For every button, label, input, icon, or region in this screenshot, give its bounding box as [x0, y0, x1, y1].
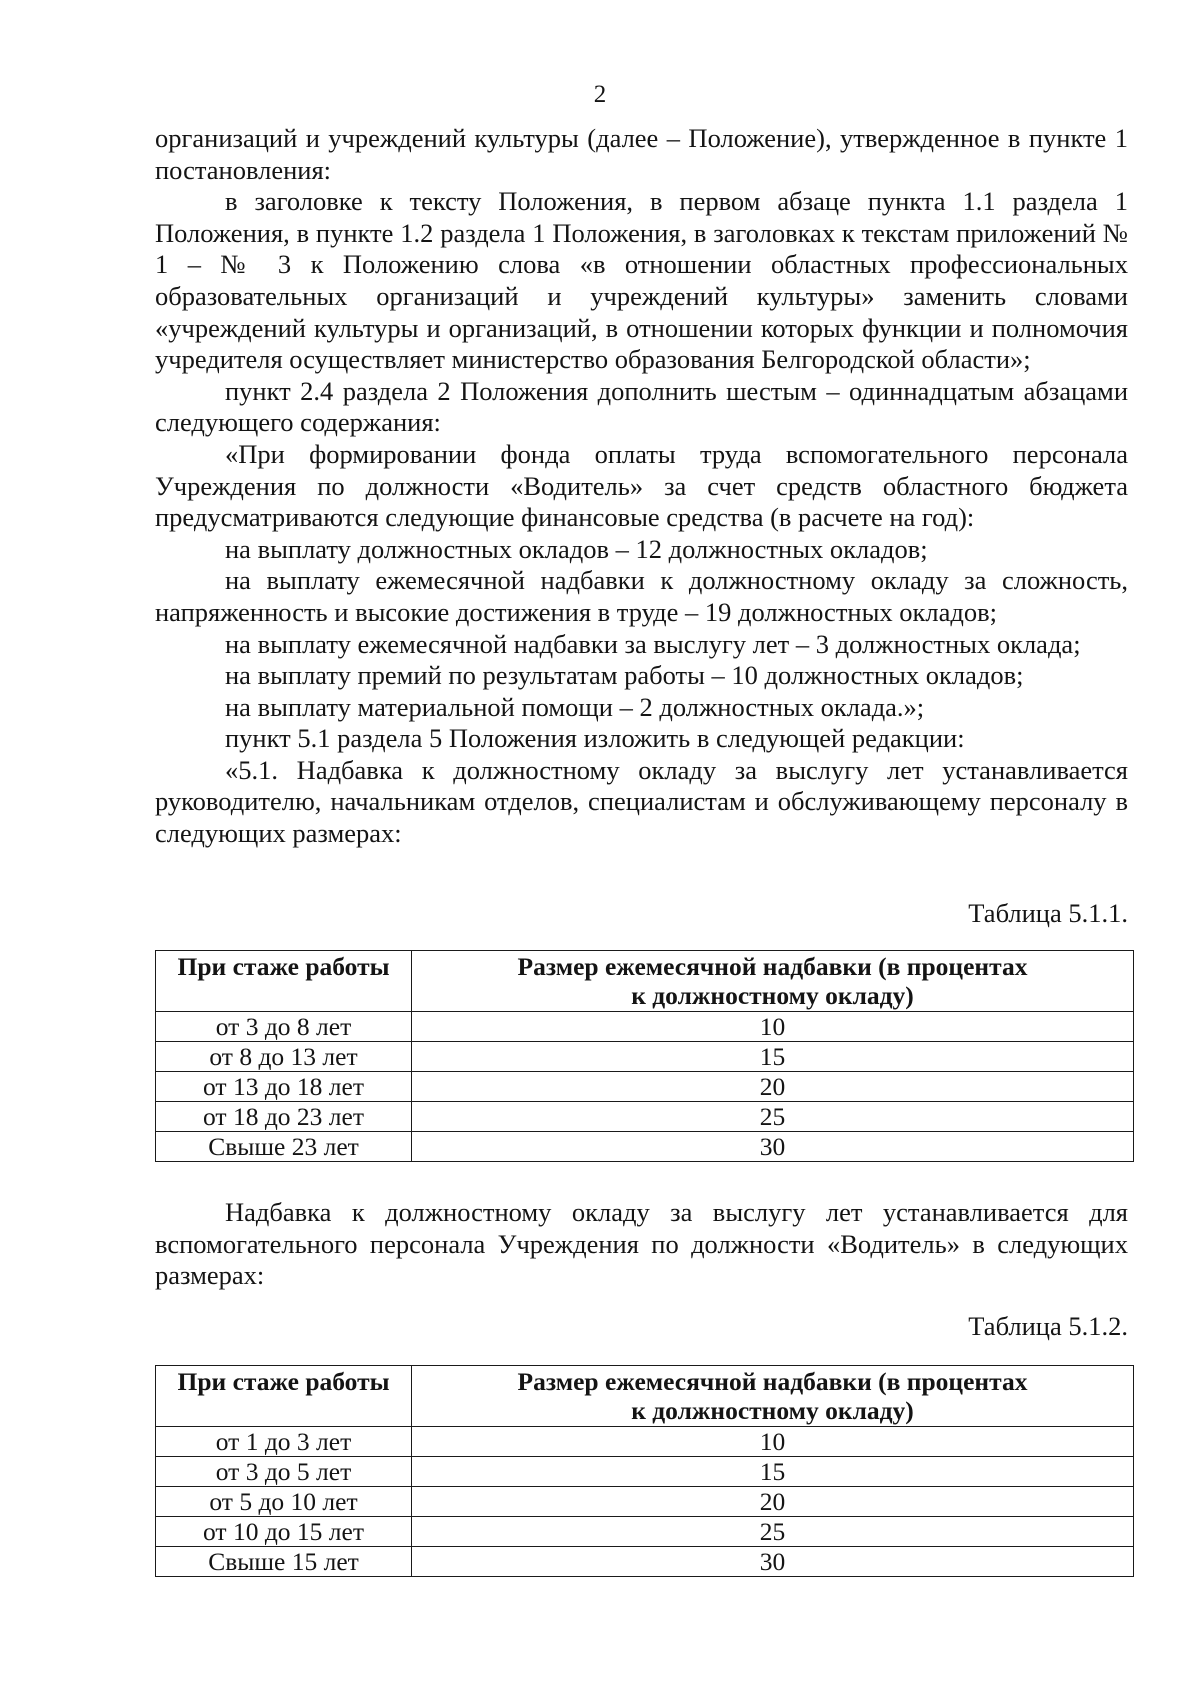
body-text-between-tables — [155, 1197, 1128, 1292]
seniority-table-drivers — [155, 1365, 1134, 1577]
cell-period: от 3 до 5 лет — [156, 1457, 412, 1487]
cell-period: от 1 до 3 лет — [156, 1427, 412, 1457]
table-row — [156, 1517, 1134, 1547]
paragraph-complexity-bonus: на выплату ежемесячной надбавки к должностному окладу за сложность, напряженность и высокие достижения в труде – 19 должностных окладов; — [155, 565, 1128, 627]
cell-period: от 13 до 18 лет — [156, 1072, 412, 1102]
cell-value: 20 — [412, 1487, 1134, 1517]
header-bonus-size-line2: к должностному окладу) — [631, 1396, 914, 1425]
table-caption-5-1-2: Таблица 5.1.2. — [968, 1311, 1128, 1341]
cell-period: Свыше 15 лет — [156, 1547, 412, 1577]
cell-period: Свыше 23 лет — [156, 1132, 412, 1162]
cell-value: 20 — [412, 1072, 1134, 1102]
cell-period: от 18 до 23 лет — [156, 1102, 412, 1132]
header-bonus-size-line1: Размер ежемесячной надбавки (в процентах — [517, 1367, 1028, 1396]
paragraph-item-5-1: пункт 5.1 раздела 5 Положения изложить в следующей редакции: — [225, 723, 965, 754]
table-header-row — [156, 951, 1134, 1012]
body-text — [155, 123, 1128, 850]
cell-value: 15 — [412, 1457, 1134, 1487]
table-row — [156, 1072, 1134, 1102]
table-row — [156, 1457, 1134, 1487]
table-row — [156, 1547, 1134, 1577]
cell-value: 30 — [412, 1132, 1134, 1162]
paragraph-material-aid: на выплату материальной помощи – 2 должностных оклада.»; — [225, 691, 925, 722]
table-row — [156, 1042, 1134, 1072]
paragraph-amend-titles: в заголовке к тексту Положения, в первом абзаце пункта 1.1 раздела 1 Положения, в пункте 1.2 раздела 1 Положения, в заголовках к текстам приложений № 1 – № 3 к Положению слова «в отношении областных профессиональных образовательных организаций и учреждений культуры» заменить словами «учреждений культуры и организаций, в отношении которых функции и полномочия учредителя осуществляет министерство образования Белгородской области»; — [155, 186, 1128, 375]
paragraph-premiums: на выплату премий по результатам работы – 10 должностных окладов; — [225, 660, 1024, 691]
cell-value: 15 — [412, 1042, 1134, 1072]
cell-period: от 10 до 15 лет — [156, 1517, 412, 1547]
page-number: 2 — [593, 81, 607, 108]
cell-period: от 3 до 8 лет — [156, 1012, 412, 1042]
cell-period: от 8 до 13 лет — [156, 1042, 412, 1072]
cell-value: 10 — [412, 1427, 1134, 1457]
paragraph-payroll-fund: «При формировании фонда оплаты труда вспомогательного персонала Учреждения по должности «Водитель» за счет средств областного бюджета предусматриваются следующие финансовые средства (в расчете на год): — [155, 438, 1128, 533]
paragraph-item-2-4: пункт 2.4 раздела 2 Положения дополнить шестым – одиннадцатым абзацами следующего содержания: — [155, 375, 1128, 438]
table-row — [156, 1132, 1134, 1162]
cell-value: 25 — [412, 1102, 1134, 1132]
table-row — [156, 1427, 1134, 1457]
header-bonus-size — [412, 951, 1134, 1012]
cell-period: от 5 до 10 лет — [156, 1487, 412, 1517]
header-bonus-size-line1: Размер ежемесячной надбавки (в процентах — [517, 952, 1028, 981]
header-experience: При стаже работы — [156, 951, 412, 1012]
table-row — [156, 1102, 1134, 1132]
table-row — [156, 1487, 1134, 1517]
table-row — [156, 1012, 1134, 1042]
header-experience: При стаже работы — [156, 1366, 412, 1427]
paragraph-driver-bonus: Надбавка к должностному окладу за выслугу лет устанавливается для вспомогательного персонала Учреждения по должности «Водитель» в следующих размерах: — [155, 1197, 1128, 1291]
paragraph-salary-payment: на выплату должностных окладов – 12 должностных окладов; — [225, 533, 928, 564]
header-bonus-size-line2: к должностному окладу) — [631, 981, 914, 1010]
paragraph-continuation: организаций и учреждений культуры (далее – Положение), утвержденное в пункте 1 постановления: — [155, 123, 1128, 185]
paragraph-seniority-bonus: на выплату ежемесячной надбавки за выслугу лет – 3 должностных оклада; — [225, 628, 1081, 659]
paragraph-5-1-text: «5.1. Надбавка к должностному окладу за выслугу лет устанавливается руководителю, начальникам отделов, специалистам и обслуживающему персоналу в следующих размерах: — [155, 754, 1128, 849]
seniority-table-staff — [155, 950, 1134, 1162]
cell-value: 25 — [412, 1517, 1134, 1547]
cell-value: 30 — [412, 1547, 1134, 1577]
cell-value: 10 — [412, 1012, 1134, 1042]
table-header-row — [156, 1366, 1134, 1427]
table-caption-5-1-1: Таблица 5.1.1. — [968, 898, 1128, 928]
header-bonus-size — [412, 1366, 1134, 1427]
